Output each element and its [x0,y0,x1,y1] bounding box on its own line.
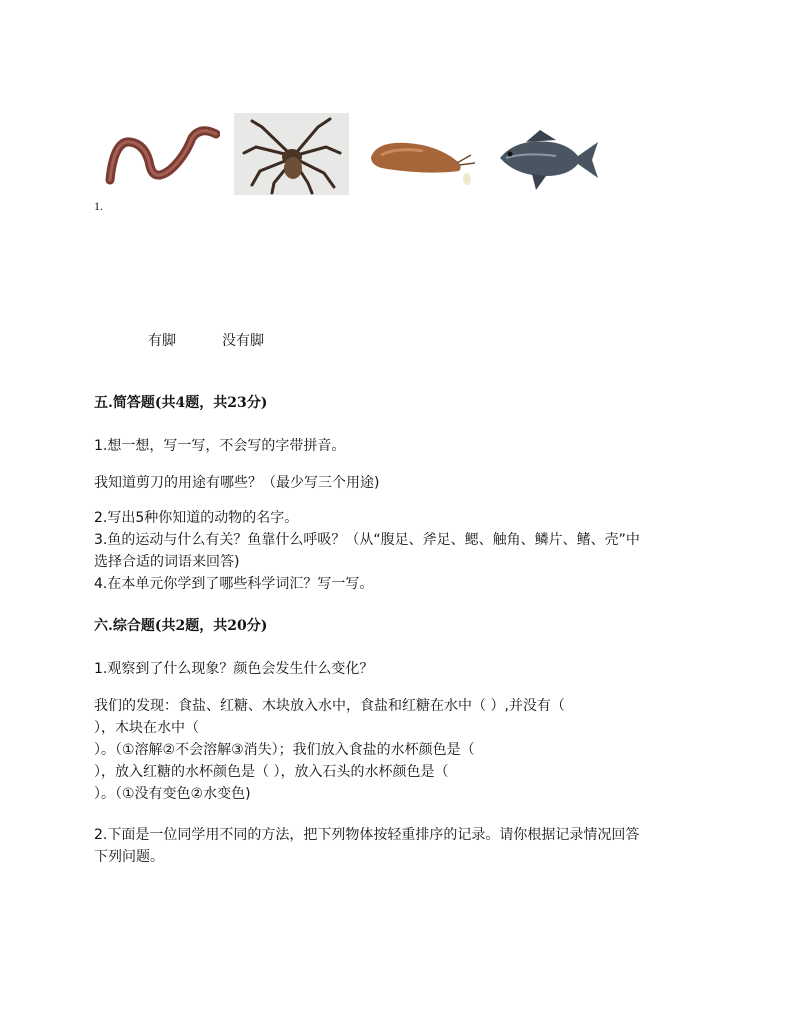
s5-q4: 4.在本单元你学到了哪些科学词汇？写一写。 [94,576,374,592]
s6-q1-line: ）。（①没有变色②水变色) [94,786,251,802]
spider-image [234,113,349,195]
s5-q3-line1: 3.鱼的运动与什么有关？鱼靠什么呼吸？（从“腹足、斧足、鳃、触角、鳞片、鳍、壳”中 [94,532,640,548]
s6-q2-line2: 下列问题。 [94,849,164,865]
label-no-legs: 没有脚 [222,333,264,349]
s5-q2: 2.写出5种你知道的动物的名字。 [94,510,299,526]
s5-q1-prompt: 1.想一想，写一写，不会写的字带拼音。 [94,438,346,454]
s6-q1-line: ），放入红糖的水杯颜色是（ ），放入石头的水杯颜色是（ [94,764,449,780]
s6-q2-line1: 2.下面是一位同学用不同的方法，把下列物体按轻重排序的记录。请你根据记录情况回答 [94,827,640,843]
question-number: 1. [94,199,103,213]
earthworm-image [100,120,220,195]
label-has-legs: 有脚 [148,333,176,349]
fish-image [496,128,601,194]
s6-q1-line: 我们的发现：食盐、红糖、木块放入水中，食盐和红糖在水中（ ）,并没有（ [94,698,565,714]
section-5-title: 五.简答题(共4题，共23分) [94,395,268,411]
s5-q1-text: 我知道剪刀的用途有哪些？（最少写三个用途) [94,475,380,491]
s6-q1-line: ），木块在水中（ [94,720,199,736]
s6-q1-prompt: 1.观察到了什么现象？颜色会发生什么变化？ [94,661,374,677]
s5-q3-line2: 选择合适的词语来回答) [94,554,240,570]
section-6-title: 六.综合题(共2题，共20分) [94,618,268,634]
slug-image [367,135,482,190]
s6-q1-line: ）。（①溶解②不会溶解③消失）；我们放入食盐的水杯颜色是（ [94,742,475,758]
